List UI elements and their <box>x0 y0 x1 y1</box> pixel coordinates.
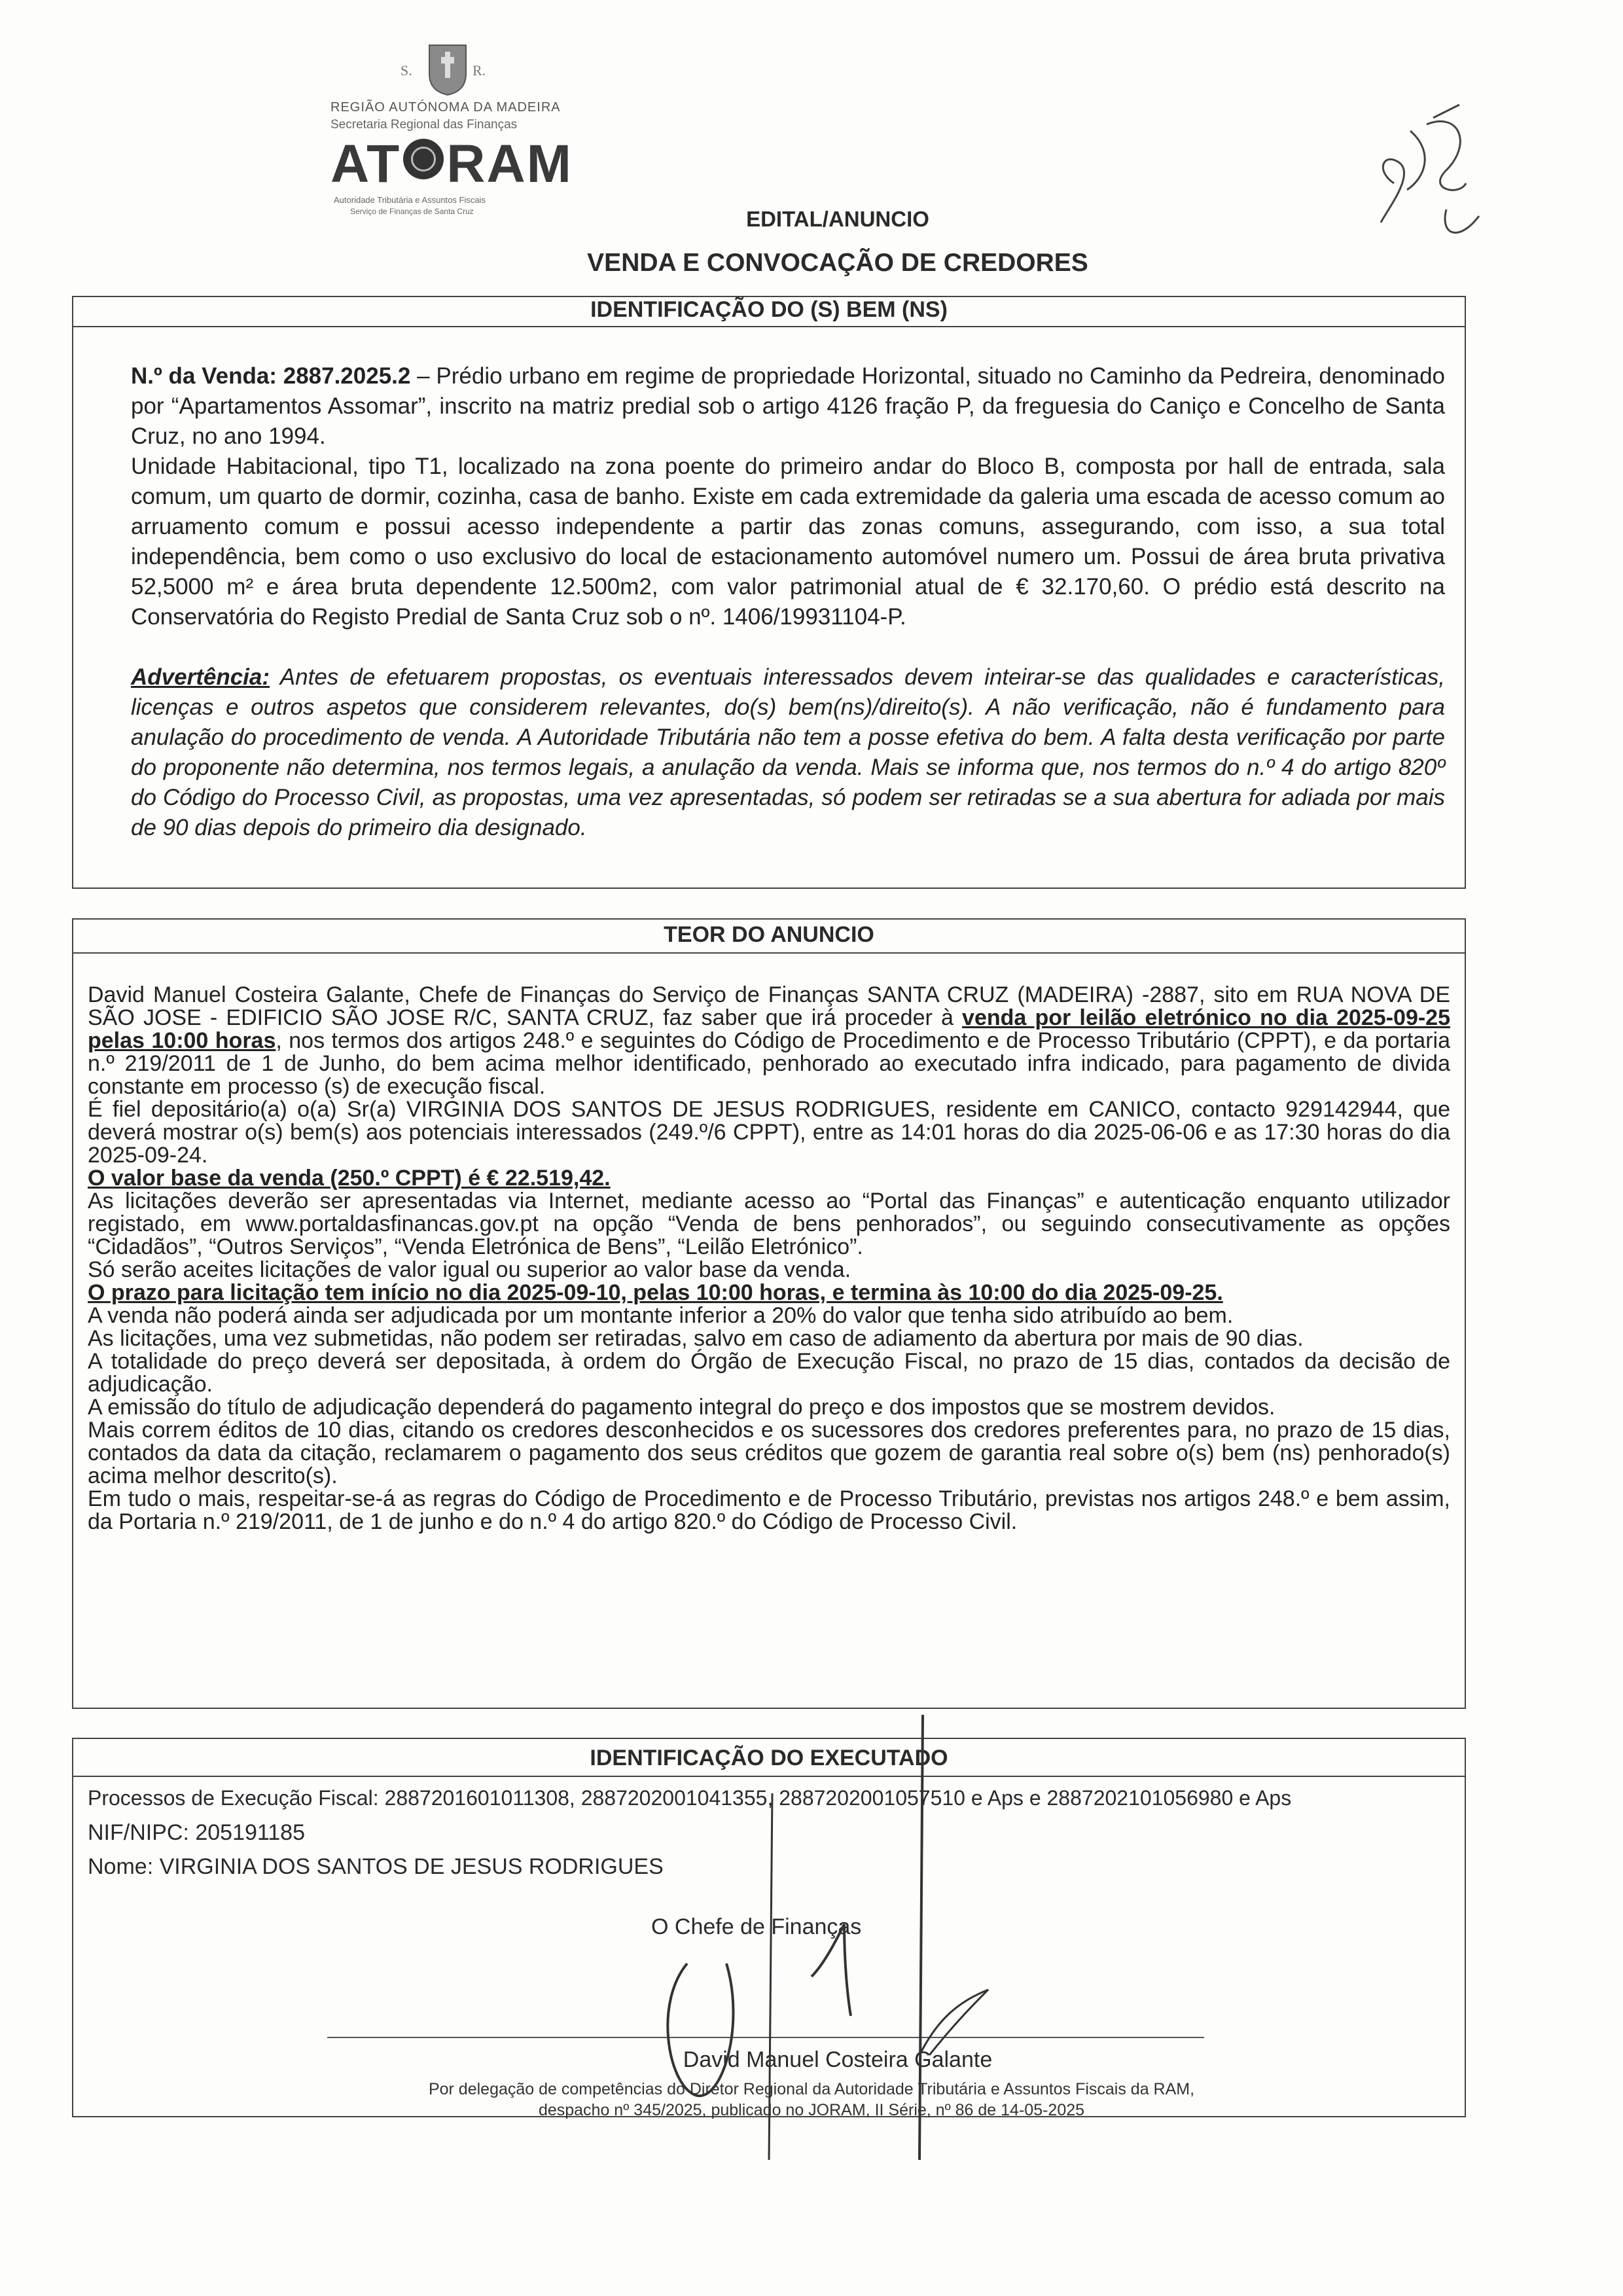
teor-paragraph-4: As licitações deverão ser apresentadas via Internet, mediante acesso ao “Portal das Finanças” e autenticação enquanto utilizador registado, em www.portaldasfinancas.gov.pt na opção “Venda de bens penhorados”, ou seguindo consecutivamente as opções “Cidadãos”, “Outros Serviços”, “Venda Eletrónica de Bens”, “Leilão Eletrónico”. <box>88 1189 1450 1259</box>
teor-paragraph-11: Mais correm éditos de 10 dias, citando os credores desconhecidos e os sucessores dos credores preferentes para, no prazo de 15 dias, contados da data da citação, reclamarem o pagamento dos seus créditos que gozem de garantia real sobre o(s) bem (ns) penhorado(s) acima melhor descrito(s). <box>88 1418 1450 1488</box>
teor-paragraph-9: A totalidade do preço deverá ser depositada, à ordem do Órgão de Execução Fiscal, no prazo de 15 dias, contados da decisão de adjudicação. <box>88 1349 1450 1397</box>
base-value: O valor base da venda (250.º CPPT) é € 22.519,42. <box>88 1166 611 1191</box>
divider <box>73 326 1465 327</box>
divider <box>73 952 1465 954</box>
logo-text-right: RAM <box>446 134 573 194</box>
crest-letter-right: R. <box>473 62 486 79</box>
teor-paragraph-1 <box>88 984 1450 1098</box>
identificacao-bem-body <box>131 361 1445 843</box>
crest-letter-left: S. <box>401 62 412 79</box>
identificacao-bem-heading: IDENTIFICAÇÃO DO (S) BEM (NS) <box>590 297 948 322</box>
teor-paragraph-2: É fiel depositário(a) o(a) Sr(a) VIRGINIA DOS SANTOS DE JESUS RODRIGUES, residente em CANICO, contacto 929142944, que deverá mostrar o(s) bem(s) aos potenciais interessados (249.º/6 CPPT), entre as 14:01 horas do dia 2025-06-06 e as 17:30 horas do dia 2025-09-24. <box>88 1097 1450 1168</box>
bem-paragraph-2: Unidade Habitacional, tipo T1, localizado na zona poente do primeiro andar do Bloco B, composta por hall de entrada, sala comum, um quarto de dormir, cozinha, casa de banho. Existe em cada extremidade da galeria uma escada de acesso comum ao arruamento comum e possui acesso independente a partir das zonas comuns, assegurando, com isso, a sua total independência, bem como o uso exclusivo do local de estacionamento automóvel numero um. Possui de área bruta privativa 52,5000 m² e área bruta dependente 12.500m2, com valor patrimonial atual de € 32.170,60. O prédio está descrito na Conservatória do Registo Predial de Santa Cruz sob o nº. 1406/19931104-P. <box>131 454 1445 630</box>
teor-paragraph-10: A emissão do título de adjudicação dependerá do pagamento integral do preço e dos impostos que se mostrem devidos. <box>88 1395 1275 1420</box>
teor-paragraph-8: As licitações, uma vez submetidas, não podem ser retiradas, salvo em caso de adiamento da abertura por mais de 90 dias. <box>88 1326 1304 1351</box>
venda-number: N.º da Venda: 2887.2025.2 <box>131 363 411 389</box>
region-name: REGIÃO AUTÓNOMA DA MADEIRA <box>330 100 561 115</box>
handwritten-signature-icon <box>648 1715 1041 2225</box>
nome-line: Nome: VIRGINIA DOS SANTOS DE JESUS RODRIGUES <box>88 1854 664 1879</box>
page-title: VENDA E CONVOCAÇÃO DE CREDORES <box>587 249 1088 277</box>
shield-icon <box>428 43 467 95</box>
signature-name: David Manuel Costeira Galante <box>683 2047 993 2072</box>
logo-office: Serviço de Finanças de Santa Cruz <box>350 207 474 216</box>
secretaria-name: Secretaria Regional das Finanças <box>330 118 518 132</box>
bidding-period: O prazo para licitação tem início no dia 2025-09-10, pelas 10:00 horas, e termina às 10:00 do dia 2025-09-25. <box>88 1280 1223 1305</box>
teor-heading: TEOR DO ANUNCIO <box>664 922 874 947</box>
processos-line: Processos de Execução Fiscal: 2887201601011308, 2887202001041355, 2887202001057510 e Aps e 2887202101056980 e Aps <box>88 1786 1292 1810</box>
advertencia-label: Advertência: <box>131 664 270 690</box>
auction-date: venda por leilão eletrónico no dia 2025-09-25 pelas 10:00 horas <box>88 1005 1450 1053</box>
advertencia-text: Antes de efetuarem propostas, os eventuais interessados devem inteirar-se das qualidades e características, licenças e outros aspetos que considerem relevantes, do(s) bem(ns)/direito(s). A não verificação, não é fundamento para anulação do procedimento de venda. A Autoridade Tributária não tem a posse efetiva do bem. A falta desta verificação por parte do proponente não determina, nos termos legais, a anulação da venda. Mais se informa que, nos termos do n.º 4 do artigo 820º do Código do Processo Civil, as propostas, uma vez apresentadas, só podem ser retiradas se a sua abertura for adiada por mais de 90 dias depois do primeiro dia designado. <box>131 664 1445 840</box>
teor-text: David Manuel Costeira Galante, Chefe de Finanças do Serviço de Finanças SANTA CRUZ (MADEIRA) -2887, sito em RUA NOVA DE SÃO JOSE - EDIFICIO SÃO JOSE R/C, SANTA CRUZ, faz saber que irá proceder à <box>88 982 1450 1030</box>
globe-icon <box>403 139 444 179</box>
logo-text-left: AT <box>330 134 401 194</box>
teor-paragraph-5: Só serão aceites licitações de valor igual ou superior ao valor base da venda. <box>88 1257 851 1282</box>
teor-anuncio-section <box>72 918 1466 1709</box>
executado-heading: IDENTIFICAÇÃO DO EXECUTADO <box>590 1746 948 1770</box>
teor-paragraph-7: A venda não poderá ainda ser adjudicada por um montante inferior a 20% do valor que tenha sido atribuído ao bem. <box>88 1303 1234 1328</box>
nif-line: NIF/NIPC: 205191185 <box>88 1820 305 1845</box>
logo-subtitle: Autoridade Tributária e Assuntos Fiscais <box>334 195 486 205</box>
edital-title: EDITAL/ANUNCIO <box>746 207 929 231</box>
advertencia-paragraph <box>131 662 1445 843</box>
teor-text: , nos termos dos artigos 248.º e seguintes do Código de Procedimento e de Processo Tributário (CPPT), e da portaria n.º 219/2011 de 1 de Junho, do bem acima melhor identificado, penhorado ao executado infra indicado, para pagamento de divida constante em processo (s) de execução fiscal. <box>88 1028 1450 1099</box>
coat-of-arms-icon <box>401 36 486 108</box>
atram-logo <box>330 134 573 194</box>
teor-body <box>88 984 1450 1534</box>
bem-paragraph-1 <box>131 361 1445 452</box>
signature-role: O Chefe de Finanças <box>651 1914 862 1939</box>
identificacao-bem-section <box>72 296 1466 889</box>
bem-description: – Prédio urbano em regime de propriedade Horizontal, situado no Caminho da Pedreira, denominado por “Apartamentos Assomar”, inscrito na matriz predial sob o artigo 4126 fração P, da freguesia do Caniço e Concelho de Santa Cruz, no ano 1994. <box>131 363 1446 449</box>
delegation-line-1: Por delegação de competências do Diretor Regional da Autoridade Tributária e Assuntos Fiscais da RAM, <box>428 2080 1195 2098</box>
delegation-line-2: despacho nº 345/2025, publicado no JORAM, II Série, nº 86 de 14-05-2025 <box>538 2101 1085 2119</box>
teor-paragraph-12: Em tudo o mais, respeitar-se-á as regras do Código de Procedimento e de Processo Tributário, previstas nos artigos 248.º e bem assim, da Portaria n.º 219/2011, de 1 de junho e do n.º 4 do artigo 820.º do Código de Processo Civil. <box>88 1486 1450 1534</box>
